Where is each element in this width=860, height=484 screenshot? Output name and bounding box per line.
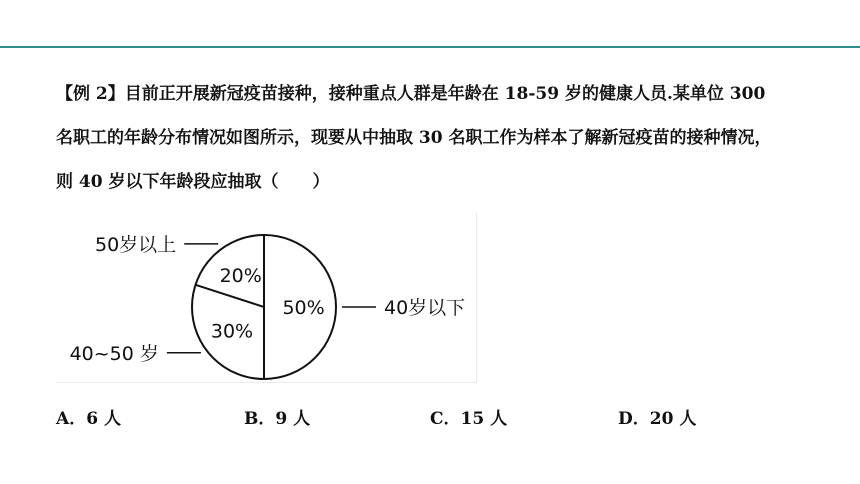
option-b-text: 9 人 <box>275 409 311 429</box>
option-a-letter: A． <box>56 409 87 429</box>
pie-value-label-1: 30% <box>210 320 254 343</box>
question-line-2: 名职工的年龄分布情况如图所示，现要从中抽取 30 名职工作为样本了解新冠疫苗的接种情况， <box>56 128 772 148</box>
option-d-text: 20 人 <box>649 409 697 429</box>
pie-category-label-0: 40岁以下 <box>384 297 466 319</box>
option-c-letter: C． <box>430 409 461 429</box>
option-a[interactable] <box>56 404 121 429</box>
option-b[interactable] <box>244 404 310 429</box>
option-c-text: 15 人 <box>460 409 508 429</box>
option-b-letter: B． <box>244 409 276 429</box>
option-a-text: 6 人 <box>86 409 121 429</box>
pie-value-label-2: 20% <box>219 265 262 287</box>
pie-chart <box>56 212 476 382</box>
answer-options <box>56 404 816 430</box>
pie-value-label-0: 50% <box>282 297 325 319</box>
option-c[interactable] <box>430 404 507 429</box>
header-divider <box>0 46 860 48</box>
option-d-letter: D． <box>618 409 650 429</box>
question-text <box>56 72 836 204</box>
pie-chart-figure <box>56 212 477 383</box>
pie-category-label-2: 50岁以上 <box>95 233 177 256</box>
option-d[interactable] <box>618 404 696 429</box>
pie-category-label-1: 40~50 岁 <box>69 342 159 365</box>
question-line-3: 则 40 岁以下年龄段应抽取（ ） <box>56 172 330 192</box>
question-line-1: 【例 2】目前正开展新冠疫苗接种，接种重点人群是年龄在 18-59 岁的健康人员.某单位 300 <box>56 84 766 104</box>
